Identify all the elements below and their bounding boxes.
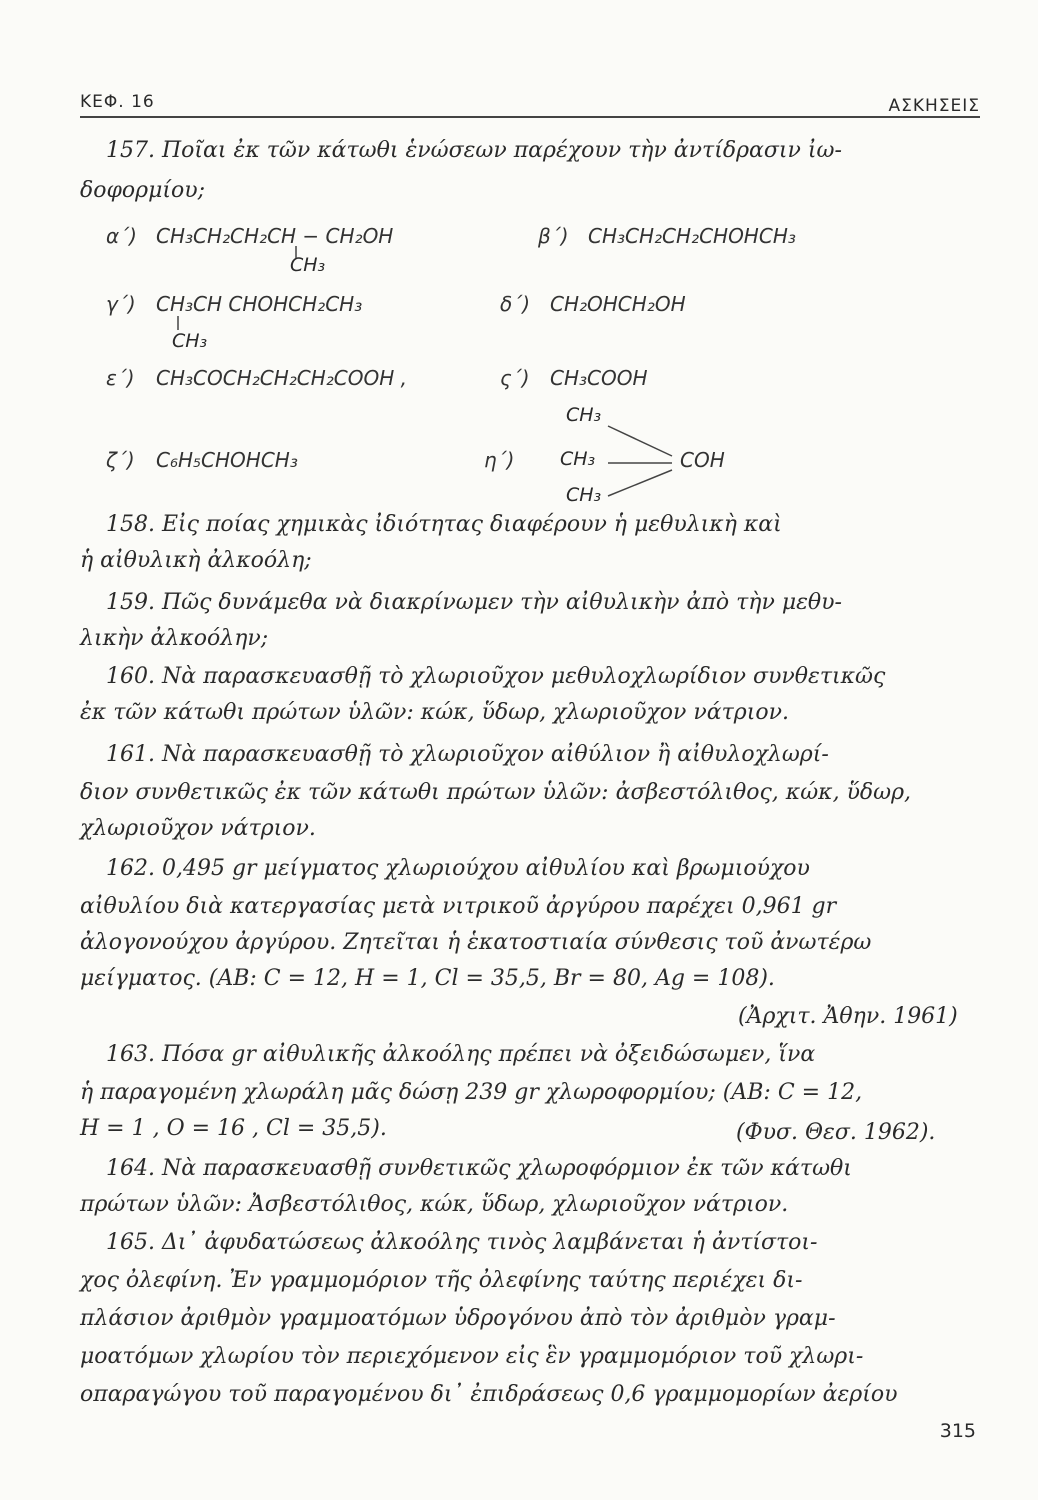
ex157-d-label: δ΄) — [500, 292, 531, 316]
ex157-c-branch: CH₃ — [172, 330, 208, 352]
ex163-line2: ἡ παραγομένη χλωράλη μᾶς δώσῃ 239 gr χλωροφορμίου; (ΑΒ: C = 12, — [80, 1080, 863, 1105]
ex157-h-ch3-top: CH₃ — [566, 404, 602, 426]
ex157-a-formula: CH₃CH₂CH₂CH − CH₂OH — [156, 224, 394, 248]
ex158-line2: ἡ αἰθυλικὴ ἀλκοόλη; — [80, 548, 312, 573]
ex161-line3: χλωριοῦχον νάτριον. — [80, 816, 316, 841]
ex157-e-label: ε΄) — [106, 366, 135, 390]
ex157-b-formula: CH₃CH₂CH₂CHOHCH₃ — [588, 224, 796, 248]
ex159-line1: 159. Πῶς δυνάμεθα νὰ διακρίνωμεν τὴν αἰθυλικὴν ἀπὸ τὴν μεθυ- — [106, 590, 842, 615]
page-number: 315 — [939, 1420, 976, 1442]
ex157-h-label: η΄) — [484, 448, 515, 472]
ex165-line5: οπαραγώγου τοῦ παραγομένου δι᾽ ἐπιδράσεως 0,6 γραμμομορίων ἀερίου — [80, 1382, 898, 1407]
ex162-line1: 162. 0,495 gr μείγματος χλωριούχου αἰθυλίου καὶ βρωμιούχου — [106, 856, 810, 881]
ex165-line4: μοατόμων χλωρίου τὸν περιεχόμενον εἰς ἓν γραμμομόριον τοῦ χλωρι- — [80, 1344, 864, 1369]
ex165-line3: πλάσιον ἀριθμὸν γραμμοατόμων ὑδρογόνου ἀπὸ τὸν ἀριθμὸν γραμ- — [80, 1306, 836, 1331]
bond-h-top — [608, 426, 672, 456]
ex162-line3: ἀλογονούχου ἀργύρου. Ζητεῖται ἡ ἑκατοστιαία σύνθεσις τοῦ ἀνωτέρω — [80, 930, 872, 955]
ex157-line2: δοφορμίου; — [80, 178, 206, 203]
ex157-f-formula: CH₃COOH — [550, 366, 648, 390]
ex157-f-label: ς΄) — [500, 366, 530, 390]
ex160-line1: 160. Νὰ παρασκευασθῇ τὸ χλωριοῦχον μεθυλοχλωρίδιον συνθετικῶς — [106, 664, 886, 689]
ex157-z-formula: C₆H₅CHOHCH₃ — [156, 448, 298, 472]
ex162-line2: αἰθυλίου διὰ κατεργασίας μετὰ νιτρικοῦ ἀργύρου παρέχει 0,961 gr — [80, 894, 837, 919]
bond-h-bot — [608, 470, 672, 496]
ex162-source: (Ἀρχιτ. Ἀθην. 1961) — [738, 1004, 958, 1029]
ex157-h-ch3-bot: CH₃ — [566, 484, 602, 506]
ex157-b-label: β΄) — [538, 224, 569, 248]
ex157-h-ch3-mid: CH₃ — [560, 448, 596, 470]
ex162-line4: μείγματος. (ΑΒ: C = 12, H = 1, Cl = 35,5, Br = 80, Ag = 108). — [80, 966, 775, 991]
ex165-line1: 165. Δι᾽ ἀφυδατώσεως ἀλκοόλης τινὸς λαμβάνεται ἡ ἀντίστοι- — [106, 1230, 818, 1255]
ex164-line1: 164. Νὰ παρασκευασθῇ συνθετικῶς χλωροφόρμιον ἐκ τῶν κάτωθι — [106, 1156, 852, 1181]
ex157-z-label: ζ΄) — [106, 448, 135, 472]
ex163-source: (Φυσ. Θεσ. 1962). — [736, 1120, 936, 1145]
chapter-label: ΚΕΦ. 16 — [80, 92, 155, 112]
ex157-h-coh: COH — [680, 448, 725, 472]
section-title: ΑΣΚΗΣΕΙΣ — [888, 96, 980, 116]
ex157-a-label: α΄) — [106, 224, 137, 248]
ex159-line2: λικὴν ἀλκοόλην; — [80, 626, 269, 651]
ex157-a-branch: CH₃ — [290, 254, 326, 276]
ex163-line3: H = 1 , O = 16 , Cl = 35,5). — [80, 1116, 387, 1141]
ex158-line1: 158. Εἰς ποίας χημικὰς ἰδιότητας διαφέρουν ἡ μεθυλικὴ καὶ — [106, 512, 782, 537]
ex161-line2: διον συνθετικῶς ἐκ τῶν κάτωθι πρώτων ὑλῶν: ἀσβεστόλιθος, κώκ, ὕδωρ, — [80, 780, 912, 805]
ex161-line1: 161. Νὰ παρασκευασθῇ τὸ χλωριοῦχον αἰθύλιον ἢ αἰθυλοχλωρί- — [106, 742, 829, 767]
ex157-line1: 157. Ποῖαι ἐκ τῶν κάτωθι ἑνώσεων παρέχουν τὴν ἀντίδρασιν ἰω- — [106, 138, 842, 163]
ex157-e-formula: CH₃COCH₂CH₂CH₂COOH , — [156, 366, 407, 390]
ex157-c-formula: CH₃CH CHOHCH₂CH₃ — [156, 292, 363, 316]
ex165-line2: χος ὀλεφίνη. Ἐν γραμμομόριον τῆς ὀλεφίνης ταύτης περιέχει δι- — [80, 1268, 803, 1293]
ex157-c-label: γ΄) — [106, 292, 136, 316]
ex160-line2: ἐκ τῶν κάτωθι πρώτων ὑλῶν: κώκ, ὕδωρ, χλωριοῦχον νάτριον. — [80, 700, 789, 725]
ex157-d-formula: CH₂OHCH₂OH — [550, 292, 686, 316]
ex164-line2: πρώτων ὑλῶν: Ἀσβεστόλιθος, κώκ, ὕδωρ, χλωριοῦχον νάτριον. — [80, 1192, 789, 1217]
ex163-line1: 163. Πόσα gr αἰθυλικῆς ἀλκοόλης πρέπει νὰ ὀξειδώσωμεν, ἵνα — [106, 1042, 816, 1067]
